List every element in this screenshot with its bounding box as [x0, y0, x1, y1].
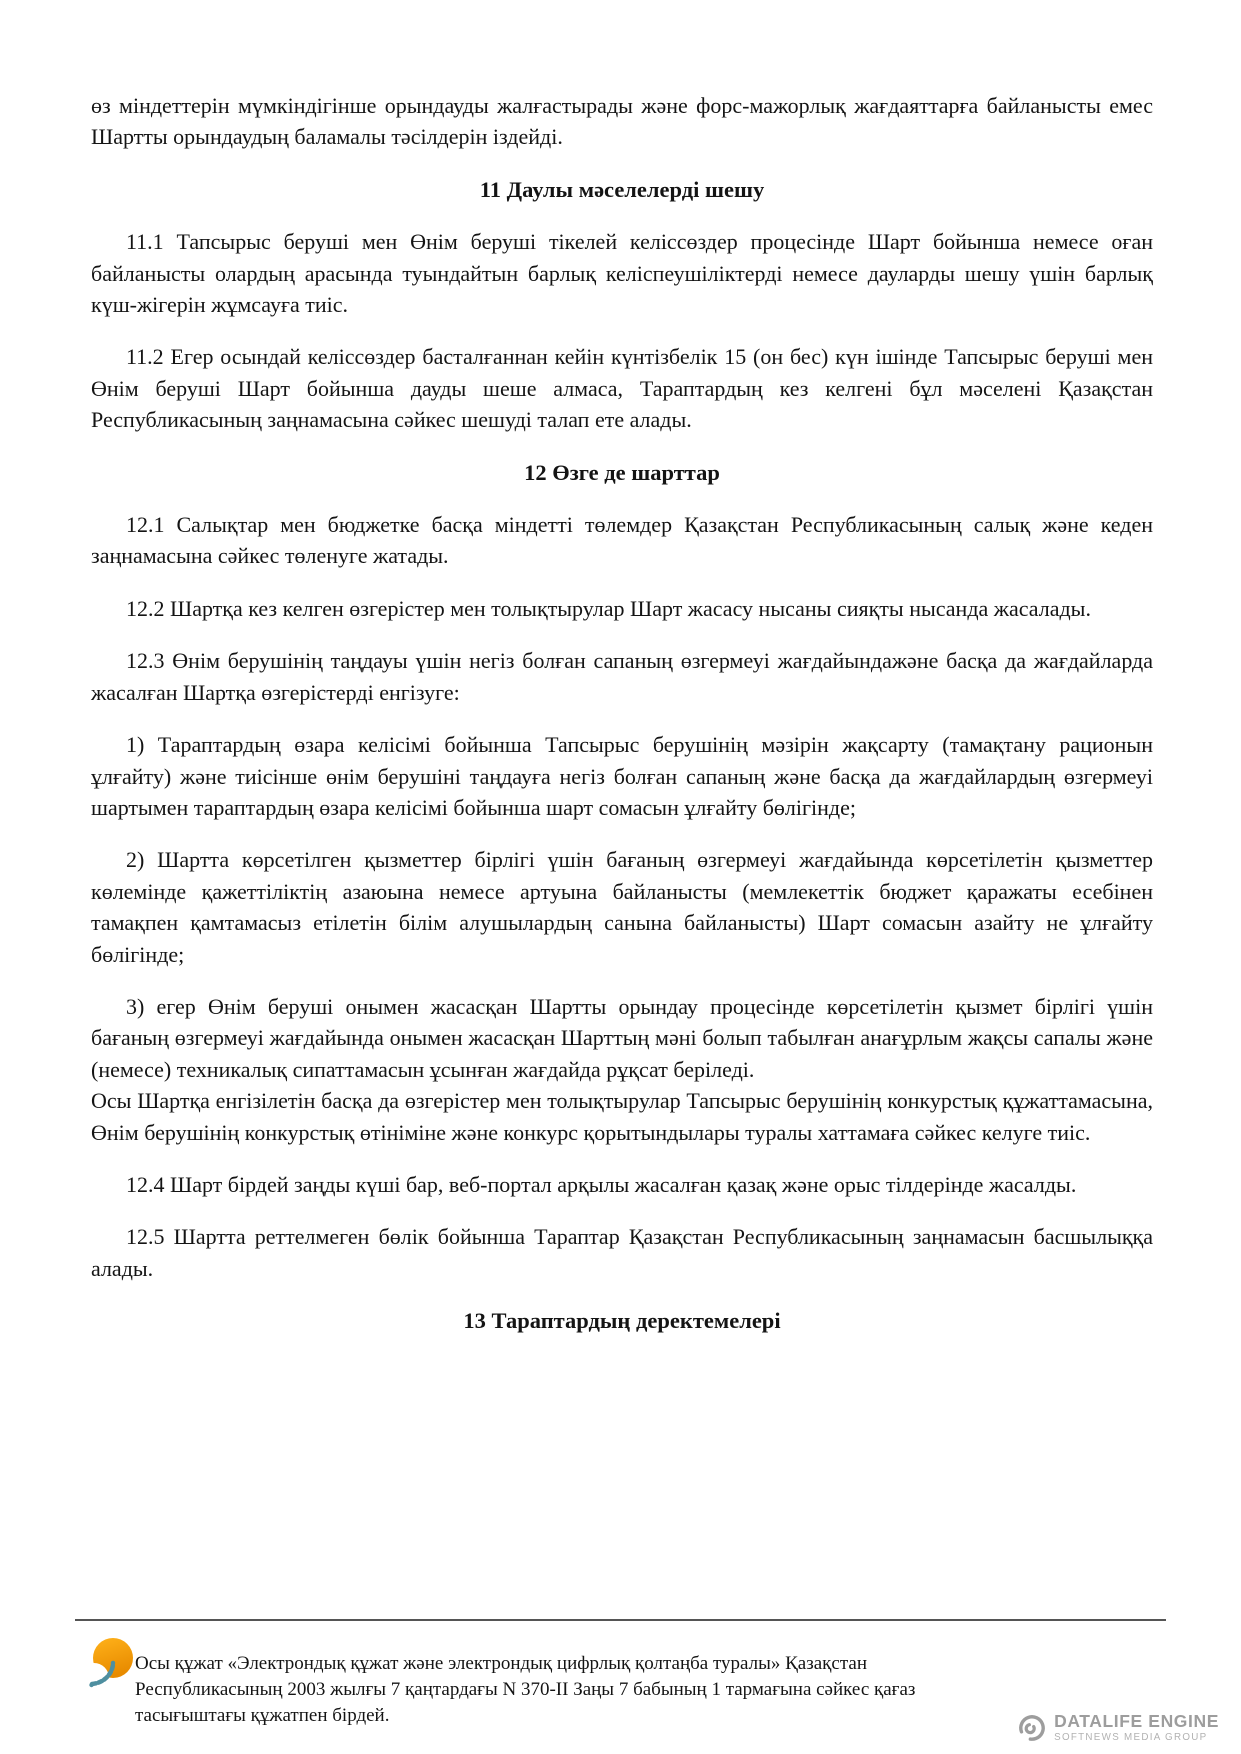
clause-12-3-note: Осы Шартқа енгізілетін басқа да өзгерістер мен толықтырулар Тапсырыс берушінің конкурстық құжаттамасына, Өнім берушінің конкурстық өтініміне және конкурс қорытындылары туралы хаттамаға сәйкес келуге тиіс.	[91, 1088, 1153, 1145]
esignature-note-block	[88, 1632, 968, 1748]
clause-12-3-item-2: 2) Шартта көрсетілген қызметтер бірлігі үшін бағаның өзгермеуі жағдайында көрсетілетін қызметтер көлемінде қажеттіліктің азаюына немесе артуына байланысты (мемлекеттік бюджет қаражаты есебінен тамақпен қамтамасыз етілетін білім алушылардың санына байланысты) Шарт сомасын азайту не ұлғайту бөлігінде;	[91, 847, 1153, 967]
egov-emblem-icon	[88, 1636, 134, 1690]
clause-12-4: 12.4 Шарт бірдей заңды күші бар, веб-портал арқылы жасалған қазақ және орыс тілдерінде жасалды.	[126, 1171, 1077, 1197]
section-12-heading: 12 Өзге де шарттар	[524, 459, 720, 485]
datalife-eye-icon	[1017, 1713, 1047, 1743]
clause-12-2: 12.2 Шартқа кез келген өзгерістер мен толықтырулар Шарт жасасу нысаны сияқты нысанда жасалады.	[126, 595, 1091, 621]
section-11-heading: 11 Даулы мәселелерді шешу	[479, 176, 765, 202]
esignature-note-text: Осы құжат «Электрондық құжат және электрондық цифрлық қолтаңба туралы» Қазақстан Республикасының 2003 жылғы 7 қаңтардағы N 370-II Заңы 7 бабының 1 тармағына сәйкес қағаз тасығыштағы құжатпен бірдей.	[135, 1653, 916, 1726]
clause-11-2: 11.2 Егер осындай келіссөздер басталғаннан кейін күнтізбелік 15 (он бес) күн ішінде Тапсырыс беруші мен Өнім беруші Шарт бойынша дауды шеше алмаса, Тараптардың кез келгені бұл мәселені Қазақстан Республикасының заңнамасына сәйкес шешуді талап ете алады.	[91, 344, 1153, 433]
datalife-brand-name: DATALIFE ENGINE	[1054, 1711, 1219, 1731]
paragraph-force-majeure-continuation: өз міндеттерін мүмкіндігінше орындауды жалғастырады және форс-мажорлық жағдаяттарға байланысты емес Шартты орындаудың баламалы тәсілдерін іздейді.	[91, 93, 1153, 150]
clause-12-3-item-1: 1) Тараптардың өзара келісімі бойынша Тапсырыс берушінің мәзірін жақсарту (тамақтану рационын ұлғайту) және тиісінше өнім берушіні таңдауға негіз болған сапаның және басқа да жағдайлардың өзгермеуі шартымен тараптардың өзара келісімі бойынша шарт сомасын ұлғайту бөлігінде;	[91, 732, 1153, 820]
section-13-heading: 13 Тараптардың деректемелері	[463, 1308, 781, 1334]
datalife-brand	[1017, 1712, 1219, 1744]
contract-body	[91, 90, 1153, 1358]
clause-12-3: 12.3 Өнім берушінің таңдауы үшін негіз болған сапаның өзгермеуі жағдайындажәне басқа да жағдайларда жасалған Шартқа өзгерістерді енгізуге:	[91, 648, 1153, 705]
clause-11-1: 11.1 Тапсырыс беруші мен Өнім беруші тікелей келіссөздер процесінде Шарт бойынша немесе оған байланысты олардың арасында туындайтын барлық келіспеушіліктерді немесе дауларды шешу үшін барлық күш-жігерін жұмсауға тиіс.	[91, 229, 1153, 318]
clause-12-3-item-3: 3) егер Өнім беруші онымен жасасқан Шартты орындау процесінде көрсетілетін қызмет бірлігі үшін бағаның өзгермеуі жағдайында онымен жасасқан Шарттың мәні болып табылған анағұрлым жақсы сапалы және (немесе) техникалық сипаттамасын ұсынған жағдайда рұқсат беріледі.	[91, 993, 1153, 1082]
clause-12-1: 12.1 Салықтар мен бюджетке басқа міндетті төлемдер Қазақстан Республикасының салық және кеден заңнамасына сәйкес төленуге жатады.	[91, 512, 1153, 569]
datalife-brand-tagline: SOFTNEWS MEDIA GROUP	[1054, 1732, 1208, 1743]
datalife-brand-text	[1054, 1712, 1219, 1744]
footer-divider	[75, 1619, 1166, 1621]
clause-12-5: 12.5 Шартта реттелмеген бөлік бойынша Тараптар Қазақстан Республикасының заңнамасын басшылыққа алады.	[91, 1224, 1153, 1281]
